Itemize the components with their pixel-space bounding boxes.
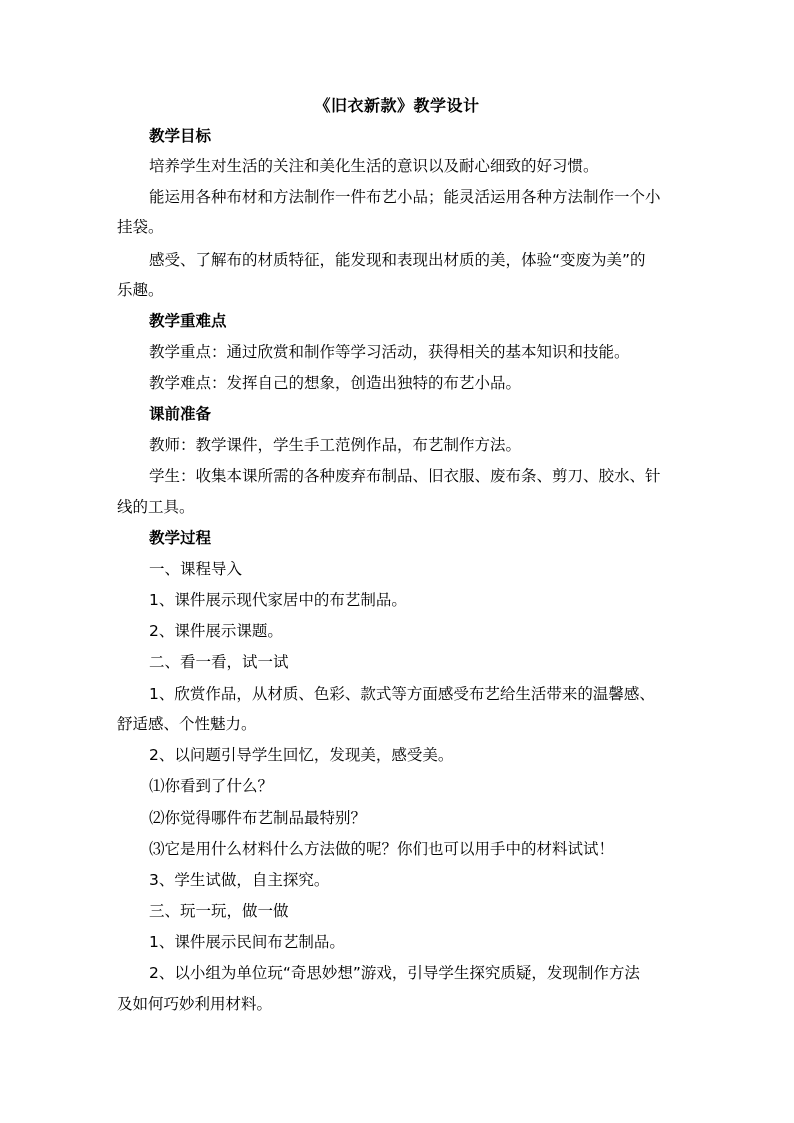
paragraph-line: 培养学生对生活的关注和美化生活的意识以及耐心细致的好习惯。 [149,157,599,175]
paragraph-line: 2、课件展示课题。 [149,622,283,640]
paragraph-line: 3、学生试做，自主探究。 [149,871,330,889]
heading-teaching-process: 教学过程 [149,529,212,547]
paragraph-line: 教学重点：通过欣赏和制作等学习活动，获得相关的基本知识和技能。 [149,343,630,361]
paragraph-line: ⑵你觉得哪件布艺制品最特别？ [149,809,367,827]
paragraph-line: 一、课程导入 [149,560,243,578]
paragraph-line: 1、欣赏作品，从材质、色彩、款式等方面感受布艺给生活带来的温馨感、 [149,685,655,703]
paragraph-line: 感受、了解布的材质特征，能发现和表现出材质的美，体验“变废为美”的 [149,251,646,269]
paragraph-line: 舒适感、个性魅力。 [117,715,257,733]
paragraph-line: 1、课件展示现代家居中的布艺制品。 [149,591,407,609]
paragraph-line: 二、看一看，试一试 [149,653,289,671]
paragraph-line: 能运用各种布材和方法制作一件布艺小品；能灵活运用各种方法制作一个小 [149,188,661,206]
paragraph-line: 学生：收集本课所需的各种废弃布制品、旧衣服、废布条、剪刀、胶水、针 [149,467,661,485]
document-title: 《旧衣新款》教学设计 [314,96,480,115]
paragraph-line: 2、以小组为单位玩“奇思妙想”游戏，引导学生探究质疑，发现制作方法 [149,964,640,982]
paragraph-line: ⑶它是用什么材料什么方法做的呢？你们也可以用手中的材料试试！ [149,840,615,858]
paragraph-line: 1、课件展示民间布艺制品。 [149,933,345,951]
paragraph-line: ⑴你看到了什么？ [149,777,274,795]
heading-preparation: 课前准备 [149,405,212,423]
paragraph-line: 三、玩一玩，做一做 [149,902,289,920]
paragraph-line: 教学难点：发挥自己的想象，创造出独特的布艺小品。 [149,374,522,392]
paragraph-line: 2、以问题引导学生回忆，发现美，感受美。 [149,746,454,764]
heading-key-points: 教学重难点 [149,312,227,330]
paragraph-line: 乐趣。 [117,281,164,299]
paragraph-line: 线的工具。 [117,498,195,516]
heading-teaching-goals: 教学目标 [149,127,212,145]
paragraph-line: 及如何巧妙利用材料。 [117,995,273,1013]
paragraph-line: 挂袋。 [117,218,164,236]
paragraph-line: 教师：教学课件，学生手工范例作品，布艺制作方法。 [149,436,522,454]
